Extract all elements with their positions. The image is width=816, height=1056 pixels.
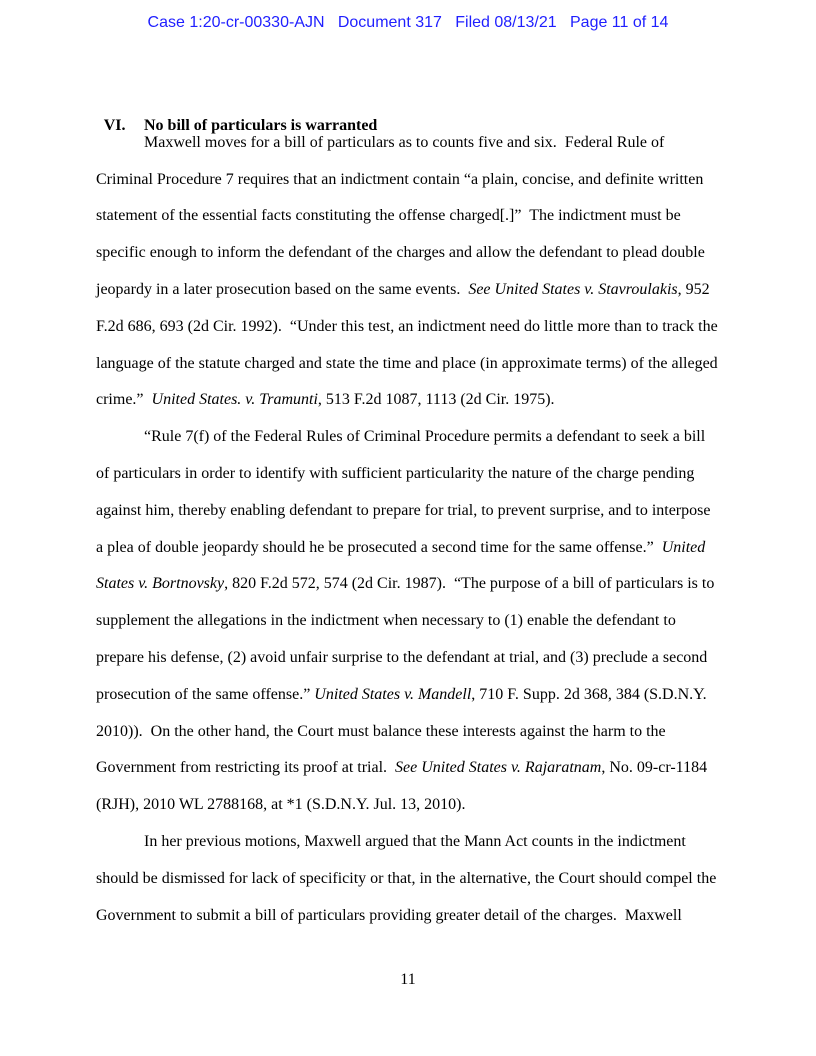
text-segment: 2010)). On the other hand, the Court must balance these interests against the harm to the xyxy=(96,722,666,740)
case-header: Case 1:20-cr-00330-AJN Document 317 Filed 08/13/21 Page 11 of 14 xyxy=(147,14,669,31)
page-number: 11 xyxy=(400,971,416,988)
text-line xyxy=(96,906,682,926)
text-line xyxy=(96,317,718,337)
text-line xyxy=(144,832,686,852)
text-segment: language of the statute charged and state the time and place (in approximate terms) of the alleged xyxy=(96,354,718,372)
text-segment: of particulars in order to identify with sufficient particularity the nature of the charge pending xyxy=(96,465,695,482)
text-segment: should be dismissed for lack of specificity or that, in the alternative, the Court should compel the xyxy=(96,869,717,887)
text-segment: prepare his defense, (2) avoid unfair surprise to the defendant at trial, and (3) preclude a second xyxy=(96,649,708,666)
text-line xyxy=(96,758,707,778)
section-number: VI. xyxy=(103,117,126,134)
section-heading xyxy=(96,96,378,134)
text-line xyxy=(96,243,705,263)
text-segment: Government to submit a bill of particulars providing greater detail of the charges. Maxwell xyxy=(96,906,682,924)
text-line xyxy=(144,133,664,153)
text-segment: specific enough to inform the defendant of the charges and allow the defendant to plead double xyxy=(96,244,705,262)
text-segment: supplement the allegations in the indictment when necessary to (1) enable the defendant to xyxy=(96,612,676,630)
text-segment: a plea of double jeopardy should he be prosecuted a second time for the same offense.” xyxy=(96,538,662,556)
case-citation: United States v. Mandell xyxy=(314,685,472,703)
case-citation: See United States v. Stavroulakis xyxy=(468,281,678,298)
text-line xyxy=(96,685,707,705)
case-citation: States v. Bortnovsky xyxy=(96,575,225,593)
text-segment: , 820 F.2d 572, 574 (2d Cir. 1987). “The purpose of a bill of particulars is to xyxy=(224,575,715,593)
text-line xyxy=(96,869,716,889)
text-line xyxy=(96,722,666,742)
text-line xyxy=(96,170,703,190)
text-segment: , 710 F. Supp. 2d 368, 384 (S.D.N.Y. xyxy=(471,685,707,703)
text-segment: , No. 09-cr-1184 xyxy=(601,759,708,777)
section-title: No bill of particulars is warranted xyxy=(144,117,378,134)
text-line xyxy=(96,354,718,374)
text-segment: jeopardy in a later prosecution based on the same events. xyxy=(96,281,469,298)
text-line xyxy=(96,390,555,410)
case-citation: United States. v. Tramunti xyxy=(151,391,318,409)
text-line xyxy=(96,648,707,668)
text-segment: In her previous motions, Maxwell argued that the Mann Act counts in the indictment xyxy=(144,833,686,850)
text-segment: statement of the essential facts constituting the offense charged[.]” The indictment must be xyxy=(96,207,681,225)
text-segment: against him, thereby enabling defendant to prepare for trial, to prevent surprise, and to interpose xyxy=(96,501,711,519)
text-segment: , 513 F.2d 1087, 1113 (2d Cir. 1975). xyxy=(317,391,555,409)
text-segment: , 952 xyxy=(677,281,710,298)
text-line xyxy=(96,538,705,558)
text-line xyxy=(96,574,714,594)
text-segment: Criminal Procedure 7 requires that an indictment contain “a plain, concise, and definite written xyxy=(96,170,704,188)
case-citation: See United States v. Rajaratnam xyxy=(395,759,602,777)
text-segment: prosecution of the same offense.” xyxy=(96,685,315,703)
text-segment: “Rule 7(f) of the Federal Rules of Criminal Procedure permits a defendant to seek a bill xyxy=(144,428,706,446)
text-segment: Government from restricting its proof at trial. xyxy=(96,759,396,777)
text-line xyxy=(96,611,676,631)
text-line xyxy=(96,206,681,226)
text-segment: (RJH), 2010 WL 2788168, at *1 (S.D.N.Y. Jul. 13, 2010). xyxy=(96,796,466,814)
text-line xyxy=(96,501,710,521)
text-line xyxy=(96,280,710,300)
text-line xyxy=(144,427,705,447)
text-segment: F.2d 686, 693 (2d Cir. 1992). “Under this test, an indictment need do little more than to track the xyxy=(96,317,718,335)
text-segment: crime.” xyxy=(96,391,152,409)
text-line xyxy=(96,464,694,484)
text-segment: Maxwell moves for a bill of particulars as to counts five and six. Federal Rule of xyxy=(144,133,665,151)
text-line xyxy=(96,795,465,815)
case-citation: United xyxy=(661,538,706,556)
